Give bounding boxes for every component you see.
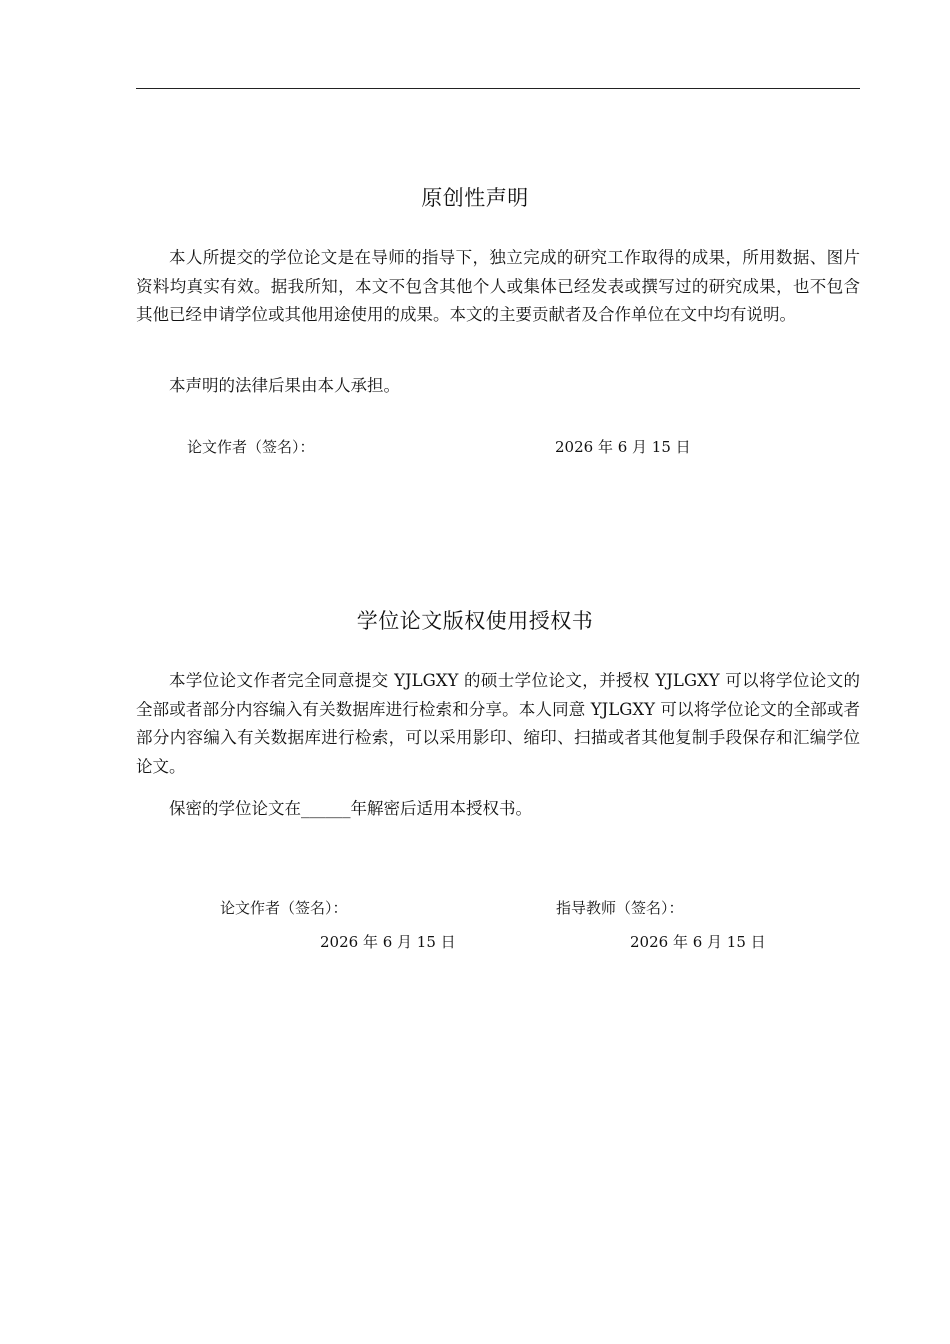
confidentiality-paragraph: 保密的学位论文在______年解密后适用本授权书。: [169, 799, 532, 818]
authorization-author-signature-label: 论文作者（签名）：: [220, 899, 348, 917]
originality-title: 原创性声明: [421, 186, 529, 210]
originality-statement-paragraph: 本人所提交的学位论文是在导师的指导下，独立完成的研究工作取得的成果，所用数据、图片资料均真实有效。据我所知，本文不包含其他个人或集体已经发表或撰写过的研究成果，也不包含其他已经申请学位或其他用途使用的成果。本文的主要贡献者及合作单位在文中均有说明。: [136, 248, 860, 324]
originality-author-signature-label: 论文作者（签名）：: [187, 438, 315, 456]
authorization-author-date: 2026 年 6 月 15 日: [320, 933, 456, 951]
authorization-advisor-date: 2026 年 6 月 15 日: [630, 933, 766, 951]
authorization-statement-paragraph: 本学位论文作者完全同意提交 YJLGXY 的硕士学位论文，并授权 YJLGXY 可以将学位论文的全部或者部分内容编入有关数据库进行检索和分享。本人同意 YJLGXY 可以将学位论文的全部或者部分内容编入有关数据库进行检索，可以采用影印、缩印、扫描或者其他复制手段保存和汇编学位论文。: [136, 671, 860, 776]
authorization-advisor-signature-label: 指导教师（签名）：: [556, 899, 684, 917]
authorization-title: 学位论文版权使用授权书: [356, 609, 594, 633]
originality-date: 2026 年 6 月 15 日: [555, 438, 691, 456]
originality-liability-paragraph: 本声明的法律后果由本人承担。: [169, 376, 400, 395]
header-rule: [136, 88, 860, 89]
